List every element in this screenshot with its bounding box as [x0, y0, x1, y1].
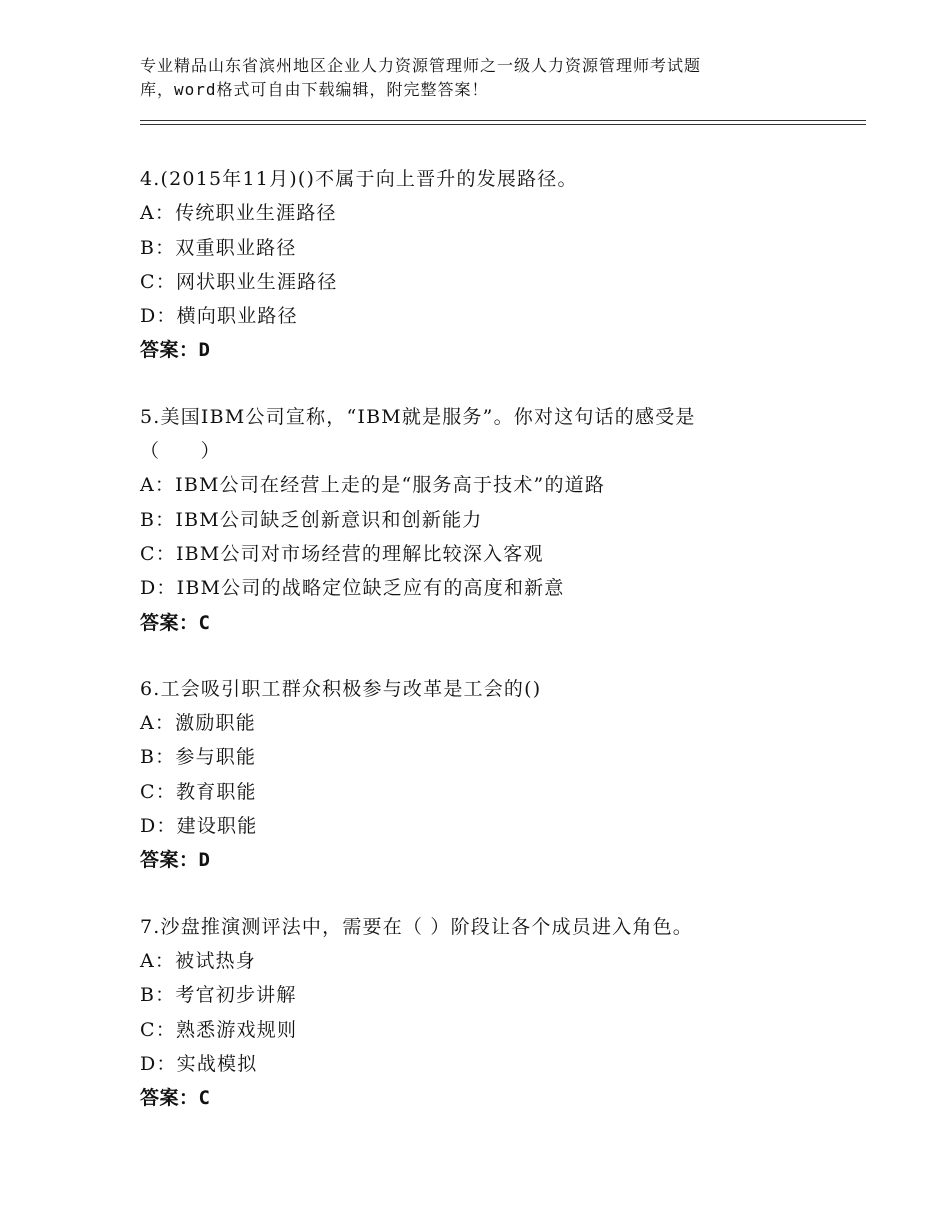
option-a: A：激励职能	[140, 712, 256, 735]
question-stem: 6.工会吸引职工群众积极参与改革是工会的()	[140, 677, 542, 700]
option-b: B：IBM公司缺乏创新意识和创新能力	[140, 508, 483, 531]
question-stem-continuation: （ ）	[140, 440, 221, 463]
option-b: B：双重职业路径	[140, 236, 297, 259]
option-b: B：考官初步讲解	[140, 984, 297, 1007]
question-list	[140, 162, 866, 1147]
answer-line: 答案：D	[140, 849, 211, 872]
option-b: B：参与职能	[140, 746, 257, 769]
answer-line: 答案：C	[140, 611, 211, 634]
question-stem: 7.沙盘推演测评法中，需要在（ ）阶段让各个成员进入角色。	[140, 915, 693, 938]
option-a: A：IBM公司在经营上走的是“服务高于技术”的道路	[140, 474, 606, 497]
header-line-1: 专业精品山东省滨州地区企业人力资源管理师之一级人力资源管理师考试题	[140, 56, 702, 75]
option-d: D：实战模拟	[140, 1052, 258, 1075]
answer-line: 答案：D	[140, 339, 211, 362]
header-divider-top	[140, 120, 866, 121]
question-block-7	[140, 910, 866, 1116]
option-d: D：IBM公司的战略定位缺乏应有的高度和新意	[140, 577, 565, 600]
document-header	[140, 54, 790, 102]
header-divider-bottom	[140, 124, 866, 125]
question-block-4	[140, 162, 866, 368]
option-c: C：网状职业生涯路径	[140, 270, 338, 293]
option-d: D：横向职业路径	[140, 305, 298, 328]
header-line-2: 库，word格式可自由下载编辑，附完整答案！	[140, 80, 489, 99]
question-stem: 4.(2015年11月)()不属于向上晋升的发展路径。	[140, 168, 578, 190]
question-stem: 5.美国IBM公司宣称，“IBM就是服务”。你对这句话的感受是	[140, 405, 696, 428]
option-c: C：熟悉游戏规则	[140, 1018, 298, 1041]
option-a: A：被试热身	[140, 949, 256, 972]
option-d: D：建设职能	[140, 815, 258, 838]
option-c: C：教育职能	[140, 780, 257, 803]
question-block-5	[140, 400, 866, 640]
option-c: C：IBM公司对市场经营的理解比较深入客观	[140, 542, 544, 565]
answer-line: 答案：C	[140, 1087, 211, 1110]
option-a: A：传统职业生涯路径	[140, 202, 337, 225]
question-block-6	[140, 672, 866, 878]
